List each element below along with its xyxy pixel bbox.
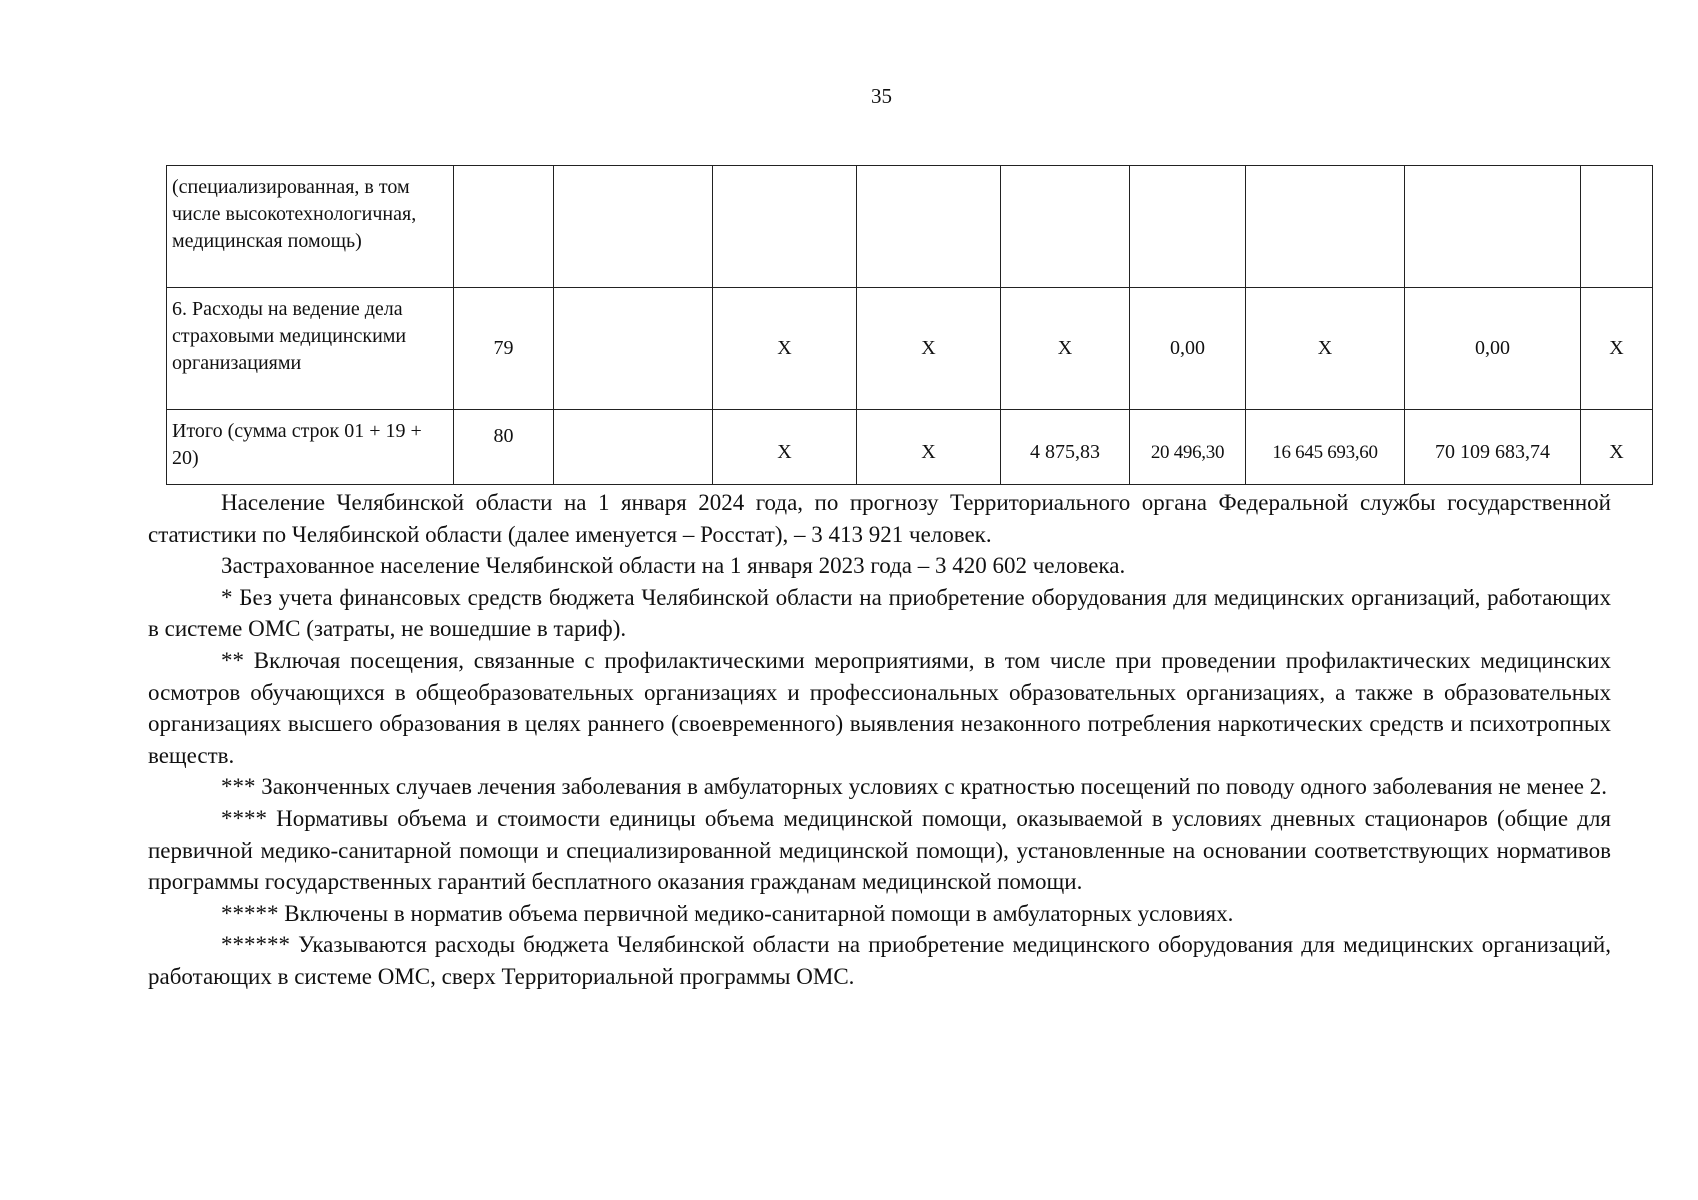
line-number-cell: 79 xyxy=(454,288,554,410)
table-cell xyxy=(554,166,713,288)
footnote-1: * Без учета финансовых средств бюджета Челябинской области на приобретение оборудования для медицинских организаций, работающих в системе ОМС (затраты, не вошедшие в тариф). xyxy=(148,584,1611,642)
table-cell xyxy=(1130,166,1246,288)
table-cell: 4 875,83 xyxy=(1001,410,1130,485)
table-cell xyxy=(1001,166,1130,288)
table-cell: X xyxy=(1246,288,1405,410)
footnote-3: *** Законченных случаев лечения заболевания в амбулаторных условиях с кратностью посещений по поводу одного заболевания не менее 2. xyxy=(221,774,1608,800)
page-number: 35 xyxy=(871,84,892,108)
footnote-4: **** Нормативы объема и стоимости единицы объема медицинской помощи, оказываемой в условиях дневных стационаров (общие для первичной медико-санитарной помощи и специализированной медицинской помощи), установленные на основании соответствующих нормативов программы государственных гарантий бесплатного оказания гражданам медицинской помощи. xyxy=(148,805,1611,895)
table-cell: X xyxy=(857,410,1001,485)
footnote-5: ***** Включены в норматив объема первичной медико-санитарной помощи в амбулаторных условиях. xyxy=(221,900,1234,926)
financing-table xyxy=(166,165,1653,485)
row-label: (специализированная, в том числе высокотехнологичная, медицинская помощь) xyxy=(167,166,454,288)
table-cell xyxy=(554,288,713,410)
footnote-2: ** Включая посещения, связанные с профилактическими мероприятиями, в том числе при проведении профилактических медицинских осмотров обучающихся в общеобразовательных организациях и профессиональных образовательных организациях, а также в образовательных организациях высшего образования в целях раннего (своевременного) выявления незаконного потребления наркотических средств и психотропных веществ. xyxy=(148,647,1611,768)
table-cell xyxy=(1581,166,1653,288)
table-cell: 0,00 xyxy=(1130,288,1246,410)
population-note: Население Челябинской области на 1 января 2024 года, по прогнозу Территориального органа Федеральной службы государственной статистики по Челябинской области (далее именуется – Росстат), – 3 413 921 человек. xyxy=(148,490,1611,547)
table-row xyxy=(167,166,1653,288)
table-cell: X xyxy=(1001,288,1130,410)
table-cell: X xyxy=(713,410,857,485)
table-cell xyxy=(713,166,857,288)
table-cell xyxy=(1246,166,1405,288)
table-cell: X xyxy=(713,288,857,410)
row-label: 6. Расходы на ведение дела страховыми медицинскими организациями xyxy=(167,288,454,410)
table-cell xyxy=(1405,166,1581,288)
table-cell xyxy=(554,410,713,485)
footnote-6: ****** Указываются расходы бюджета Челябинской области на приобретение медицинского оборудования для медицинских организаций, работающих в системе ОМС, сверх Территориальной программы ОМС. xyxy=(148,932,1611,989)
footnotes xyxy=(148,487,1611,993)
line-number-cell xyxy=(454,166,554,288)
table-cell: X xyxy=(857,288,1001,410)
table-row xyxy=(167,288,1653,410)
table-cell: 70 109 683,74 xyxy=(1405,410,1581,485)
table-row xyxy=(167,410,1653,485)
table-cell: X xyxy=(1581,288,1653,410)
table-cell: X xyxy=(1581,410,1653,485)
table-cell xyxy=(857,166,1001,288)
insured-population-note: Застрахованное население Челябинской области на 1 января 2023 года – 3 420 602 человека. xyxy=(221,553,1126,579)
table-cell: 0,00 xyxy=(1405,288,1581,410)
table-cell: 20 496,30 xyxy=(1130,410,1246,485)
line-number-cell: 80 xyxy=(454,410,554,485)
row-label: Итого (сумма строк 01 + 19 + 20) xyxy=(167,410,454,485)
table-cell: 16 645 693,60 xyxy=(1246,410,1405,485)
